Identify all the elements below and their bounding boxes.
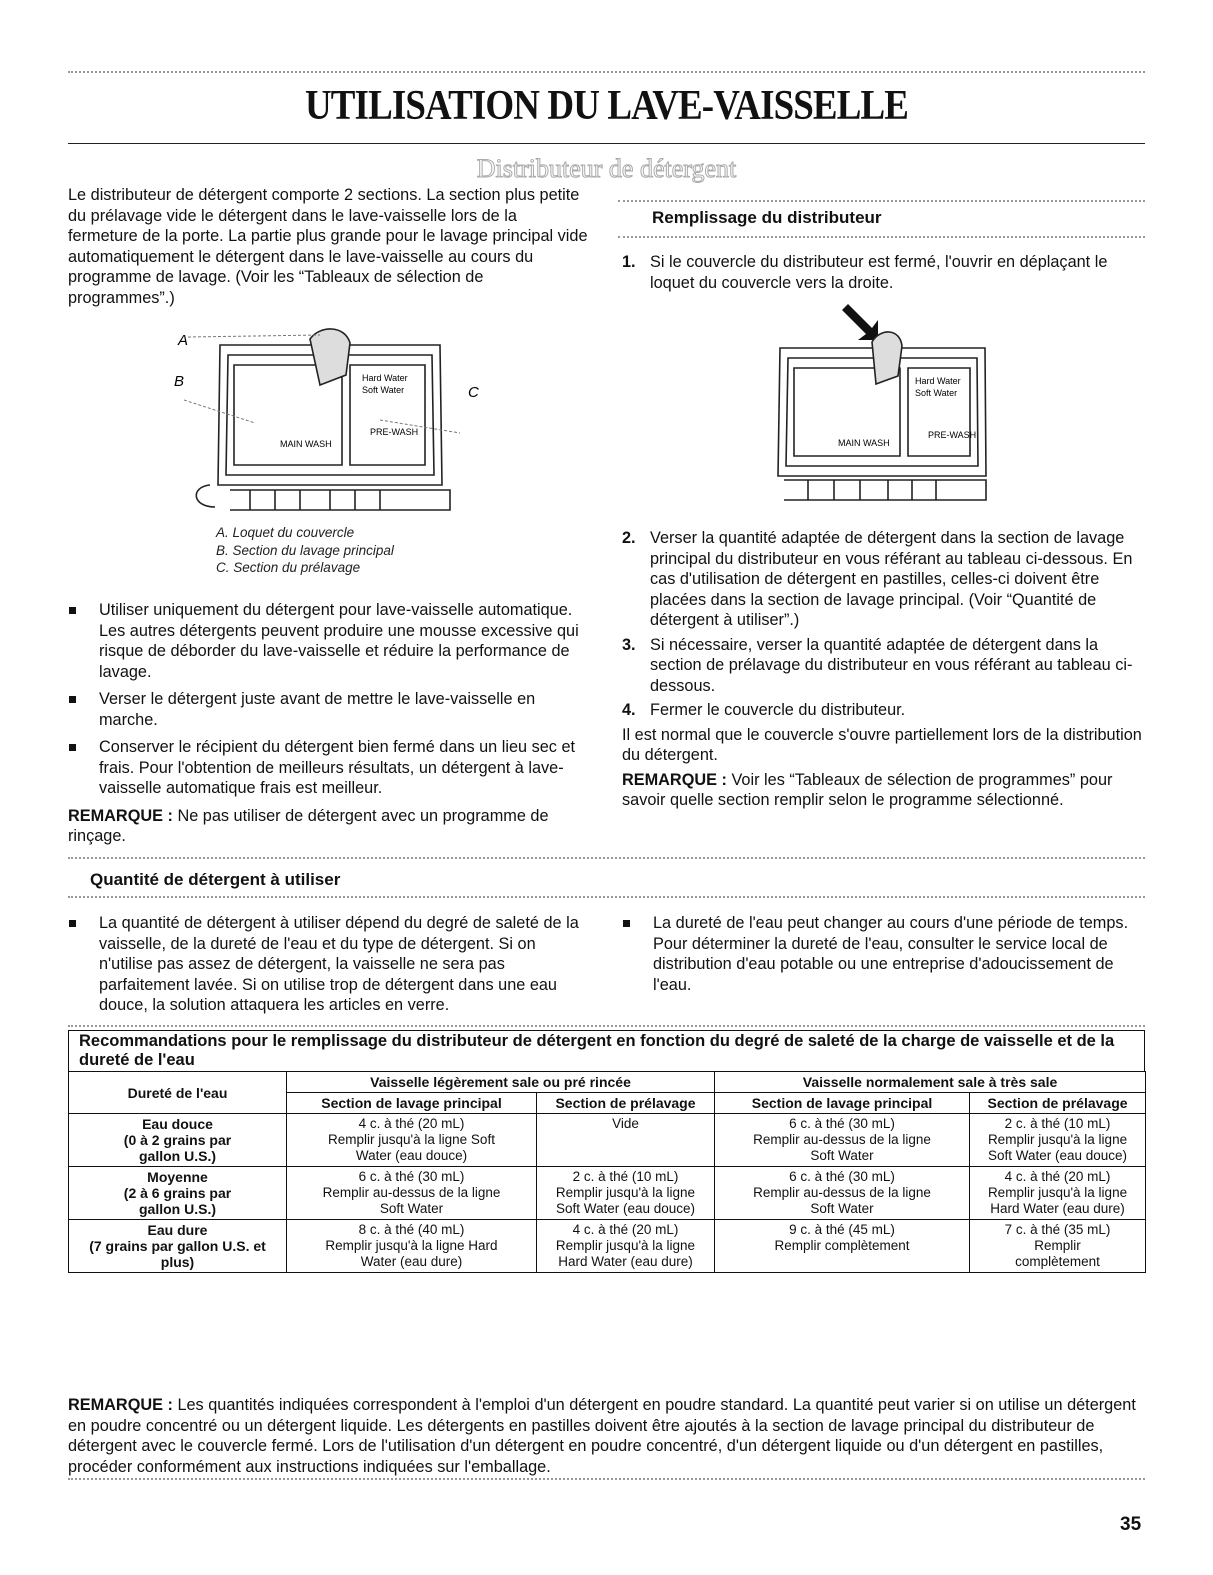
callout-b: B bbox=[174, 373, 185, 390]
sub-pre-header: Section de prélavage bbox=[970, 1093, 1146, 1114]
table-row: Eau dure (7 grains par gallon U.S. et plus) 8 c. à thé (40 mL) Remplir jusqu'à la ligne Hard Water (eau dure) 4 c. à thé (20 mL) Remplir jusqu'à la ligne Hard Water (eau dure) 9 c. à thé (45 mL) Remplir complètement 7 c. à thé (35 mL) Remplir complètement bbox=[69, 1220, 1146, 1273]
right-steps bbox=[622, 528, 1144, 811]
sub-main-header: Section de lavage principal bbox=[287, 1093, 537, 1114]
page-number: 35 bbox=[1120, 1514, 1142, 1535]
sub-main-header: Section de lavage principal bbox=[715, 1093, 970, 1114]
section-dotted-rule bbox=[68, 857, 1145, 859]
caption-b: B. Section du lavage principal bbox=[216, 542, 394, 558]
bullet-item: Conserver le récipient du détergent bien fermé dans un lieu sec et frais. Pour l'obtention de meilleurs résultats, un détergent à lave-vaisselle automatique frais est meilleur. bbox=[68, 737, 588, 799]
table-header-row bbox=[69, 1072, 1146, 1093]
hard-water-mark: Hard Water bbox=[915, 376, 961, 386]
top-dotted-rule bbox=[68, 71, 1145, 73]
table-row: Moyenne (2 à 6 grains par gallon U.S.) 6 c. à thé (30 mL) Remplir au-dessus de la ligne Soft Water 2 c. à thé (10 mL) Remplir jusqu'à la ligne Soft Water (eau douce) 6 c. à thé (30 mL) Remplir au-dessus de la ligne Soft Water 4 c. à thé (20 mL) Remplir jusqu'à la ligne Hard Water (eau dure) bbox=[69, 1167, 1146, 1220]
main-wash-mark: MAIN WASH bbox=[280, 439, 332, 449]
section-dotted-rule bbox=[68, 896, 1145, 898]
table-dotted-rule bbox=[68, 1025, 1145, 1027]
bullet-item: Verser le détergent juste avant de mettre le lave-vaisselle en marche. bbox=[68, 689, 588, 730]
title-rule bbox=[68, 143, 1145, 144]
caption-a: A. Loquet du couvercle bbox=[216, 525, 355, 540]
bullet-item: Utiliser uniquement du détergent pour lave-vaisselle automatique. Les autres détergents peuvent produire une mousse excessive qui risque de déborder du lave-vaisselle et réduire la performance de lavage. bbox=[68, 600, 588, 682]
group-heavy-header: Vaisselle normalement sale à très sale bbox=[715, 1072, 1146, 1093]
recommendation-table-wrapper bbox=[68, 1030, 1145, 1273]
right-dotted-rule bbox=[618, 236, 1145, 238]
pre-wash-mark: PRE-WASH bbox=[370, 427, 419, 437]
step-4: 4. Fermer le couvercle du distributeur. bbox=[622, 701, 906, 719]
quantity-bullet-right: La dureté de l'eau peut changer au cours d'une période de temps. Pour déterminer la dureté de l'eau, consulter le service local de distribution d'eau potable ou une entreprise d'adoucissement de l'eau. bbox=[622, 913, 1144, 995]
col-hardness-header: Dureté de l'eau bbox=[69, 1072, 287, 1114]
step-2: 2. Verser la quantité adaptée de détergent dans la section de lavage principal du distributeur en vous référant au tableau ci-dessous. En cas d'utilisation de détergent en pastilles, celles-ci doivent être placées dans la section de lavage principal. (Voir “Quantité de détergent à utiliser”.) bbox=[622, 529, 1133, 629]
right-paragraph: Il est normal que le couvercle s'ouvre partiellement lors de la distribution du détergent. bbox=[622, 725, 1142, 764]
fill-heading: Remplissage du distributeur bbox=[652, 208, 882, 227]
step-1: 1. Si le couvercle du distributeur est fermé, l'ouvrir en déplaçant le loquet du couvercle vers la droite. bbox=[622, 253, 1108, 292]
quantity-bullet-left: La quantité de détergent à utiliser dépend du degré de saleté de la vaisselle, de la dureté de l'eau et du type de détergent. Si on n'utilise pas assez de détergent, la vaisselle ne sera pas parfaitement lavée. Si on utilise trop de détergent dans une eau douce, la solution attaquera les articles en verre. bbox=[68, 913, 588, 1016]
table-row: Eau douce (0 à 2 grains par gallon U.S.) 4 c. à thé (20 mL) Remplir jusqu'à la ligne Soft Water (eau douce) Vide 6 c. à thé (30 mL) Remplir au-dessus de la ligne Soft Water 2 c. à thé (10 mL) Remplir jusqu'à la ligne Soft Water (eau douce) bbox=[69, 1114, 1146, 1167]
bottom-dotted-rule bbox=[68, 1478, 1145, 1480]
recommendation-table bbox=[68, 1071, 1146, 1273]
arrow-icon bbox=[842, 304, 878, 340]
pre-wash-mark: PRE-WASH bbox=[928, 430, 977, 440]
callout-c: C bbox=[468, 384, 479, 401]
caption-c: C. Section du prélavage bbox=[216, 560, 361, 575]
dispenser-diagram-right bbox=[760, 298, 990, 510]
sub-pre-header: Section de prélavage bbox=[537, 1093, 715, 1114]
callout-a: A bbox=[178, 332, 189, 349]
dispenser-diagram-left bbox=[170, 325, 490, 520]
section-subtitle: Distributeur de détergent bbox=[476, 154, 737, 183]
step-3: 3. Si nécessaire, verser la quantité adaptée de détergent dans la section de prélavage du distributeur en vous référant au tableau ci-dessous. bbox=[622, 635, 1133, 695]
table-title: Recommandations pour le remplissage du distributeur de détergent en fonction du degré de saleté de la charge de vaisselle et de la dureté de l'eau bbox=[68, 1030, 1145, 1071]
page-title: UTILISATION DU LAVE-VAISSELLE bbox=[304, 83, 909, 129]
right-dotted-rule bbox=[618, 200, 1145, 202]
hard-water-mark: Hard Water bbox=[362, 373, 408, 383]
right-note: REMARQUE : Voir les “Tableaux de sélection de programmes” pour savoir quelle section remplir selon le programme sélectionné. bbox=[622, 770, 1113, 809]
soft-water-mark: Soft Water bbox=[915, 388, 958, 398]
intro-paragraph: Le distributeur de détergent comporte 2 sections. La section plus petite du prélavage vide le détergent dans le lave-vaisselle lors de la fermeture de la porte. La partie plus grande pour le lavage principal vide automatiquement le détergent dans le lave-vaisselle au cours du programme de lavage. (Voir les “Tableaux de sélection de programmes”.) bbox=[68, 186, 588, 307]
left-note: REMARQUE : Ne pas utiliser de détergent avec un programme de rinçage. bbox=[68, 806, 549, 845]
main-wash-mark: MAIN WASH bbox=[838, 438, 890, 448]
left-bullet-list bbox=[68, 600, 588, 847]
footer-note: REMARQUE : Les quantités indiquées correspondent à l'emploi d'un détergent en poudre standard. La quantité peut varier si on utilise un détergent en poudre concentré ou un détergent liquide. Les détergents en pastilles doivent être ajoutés à la section de lavage principal du distributeur de détergent avec le couvercle fermé. Lors de l'utilisation d'un détergent en poudre concentré, d'un détergent liquide ou d'un détergent en pastilles, procéder conformément aux instructions indiquées sur l'emballage. bbox=[68, 1396, 1136, 1476]
soft-water-mark: Soft Water bbox=[362, 385, 405, 395]
quantity-heading: Quantité de détergent à utiliser bbox=[90, 870, 341, 889]
figure-captions bbox=[216, 524, 394, 577]
group-light-header: Vaisselle légèrement sale ou pré rincée bbox=[287, 1072, 715, 1093]
